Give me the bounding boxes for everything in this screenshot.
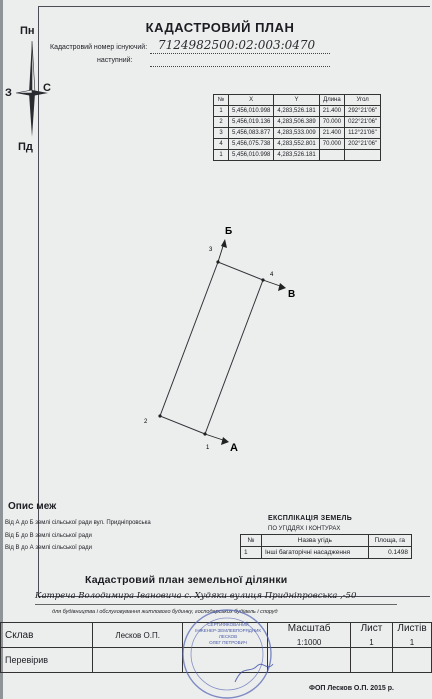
sheet-value: 1	[369, 638, 374, 647]
explication-header-row	[241, 535, 412, 547]
plan-title: КАДАСТРОВИЙ ПЛАН	[145, 20, 295, 35]
sheets-value: 1	[409, 638, 415, 647]
engineer-seal-stamp	[175, 604, 279, 699]
vertex-4-label: 4	[270, 272, 274, 278]
sheets-header: Листів	[397, 623, 427, 634]
parcel-plan-title: Кадастровий план земельної ділянки	[85, 574, 288, 586]
coords-header-angle: Угол	[345, 95, 381, 106]
coords-header-y: Y	[274, 95, 319, 106]
arrow-v-icon	[278, 283, 286, 291]
explication-header-name: Назва угідь	[262, 535, 369, 547]
explication-row-num: 1	[241, 547, 262, 559]
scale-value: 1:1000	[296, 638, 322, 647]
row-num: 2	[214, 117, 229, 128]
explication-row-area: 0.1498	[368, 547, 411, 559]
stamp-text	[193, 622, 263, 646]
boundary-description	[5, 517, 151, 555]
explication-header-num: №	[241, 535, 262, 547]
row-length: 21.400	[319, 106, 344, 117]
arrow-b-icon	[221, 239, 227, 248]
compass-north-label: Пн	[20, 25, 35, 37]
row-x: 5,456,010.998	[229, 106, 274, 117]
empty-cell	[350, 648, 392, 673]
coords-header-x: X	[229, 95, 274, 106]
sklav-name: Лесков О.П.	[92, 623, 183, 648]
explication-table	[240, 534, 412, 559]
stamp-line: ЛЕСКОВ	[218, 634, 238, 639]
explication-title: ЕКСПЛІКАЦІЯ ЗЕМЕЛЬ	[268, 515, 353, 522]
row-length: 21.400	[319, 128, 344, 139]
row-length: 70.000	[319, 139, 344, 150]
row-y: 4,283,526.181	[274, 150, 319, 161]
boundary-line: Від В до А землі сільської ради	[5, 545, 92, 551]
sheet-label	[350, 623, 392, 648]
scale-header: Масштаб	[287, 623, 331, 634]
row-y: 4,283,506.389	[274, 117, 319, 128]
row-x: 5,456,083.877	[229, 128, 274, 139]
empty-cell	[268, 648, 351, 673]
pereviryv-name	[92, 648, 183, 673]
coords-header-num: №	[214, 95, 229, 106]
explication-header-area: Площа, га	[368, 535, 411, 547]
boundary-line: Від Б до В землі сільської ради	[5, 532, 92, 539]
pereviryv-label: Перевірив	[1, 648, 93, 673]
sklav-label: Склав	[1, 623, 93, 648]
row-angle: 292°21'06"	[345, 106, 381, 117]
table-row	[241, 547, 412, 559]
row-x: 5,456,075.738	[229, 139, 274, 150]
direction-b-label: Б	[225, 226, 233, 237]
row-y: 4,283,526.181	[274, 106, 319, 117]
row-y: 4,283,552.801	[274, 139, 319, 150]
sheet-header: Лист	[360, 623, 383, 634]
row-num: 1	[214, 106, 229, 117]
explication-row-name: Інші багаторічні насадження	[262, 547, 369, 559]
fop-author-year: ФОП Лесков О.П. 2015 р.	[309, 685, 394, 692]
row-num: 4	[214, 139, 229, 150]
coords-header-length: Длина	[319, 95, 344, 106]
compass-south-label: Пд	[18, 141, 33, 153]
row-angle: 022°21'06"	[345, 117, 381, 128]
compass-west-label: З	[5, 87, 12, 99]
explication-subtitle: ПО УГІДДЯХ І КОНТУРАХ	[268, 526, 341, 532]
row-num: 1	[214, 150, 229, 161]
direction-v-label: В	[288, 289, 296, 300]
vertex-2-label: 2	[144, 419, 148, 425]
row-num: 3	[214, 128, 229, 139]
vertex-3-label: 3	[209, 247, 213, 253]
arrow-a-icon	[221, 437, 229, 445]
parcel-boundary	[160, 262, 263, 434]
stamp-line: ІНЖЕНЕР-ЗЕМЛЕВПОРЯДНИК	[195, 628, 261, 633]
empty-cell	[393, 648, 432, 673]
stamp-line: СЕРТИФІКОВАНИЙ	[207, 622, 249, 627]
cadastral-number: 7124982500:02:003:0470	[158, 38, 316, 52]
row-y: 4,283,533.009	[274, 128, 319, 139]
land-purpose: для будівництва і обслуговування житлового будинку, господарських будівель і споруд	[52, 609, 278, 615]
cadastral-existing-label: Кадастровий номер існуючий:	[50, 44, 148, 51]
row-angle: 112°21'06"	[345, 128, 381, 139]
direction-a-label: А	[230, 442, 238, 454]
row-x: 5,456,010.998	[229, 150, 274, 161]
boundary-description-title: Опис меж	[8, 501, 57, 512]
owner-address-line: Катреча Володимира Івановича с. Худяки вулиця Придніпровська ,-50	[35, 591, 357, 601]
row-angle: 202°21'06"	[345, 139, 381, 150]
vertex-2-marker	[158, 414, 161, 417]
sheets-label	[393, 623, 432, 648]
scale-label	[268, 623, 351, 648]
cadastral-next-label: наступний:	[97, 57, 133, 64]
stamp-line: ОЛЕГ ПЕТРОВИЧ	[209, 640, 247, 645]
row-length: 70.000	[319, 117, 344, 128]
vertex-1-label: 1	[206, 445, 210, 451]
compass-east-label: С	[43, 82, 51, 94]
row-x: 5,456,019.136	[229, 117, 274, 128]
boundary-line: Від А до Б землі сільської ради вул. Придніпровська	[5, 520, 151, 526]
